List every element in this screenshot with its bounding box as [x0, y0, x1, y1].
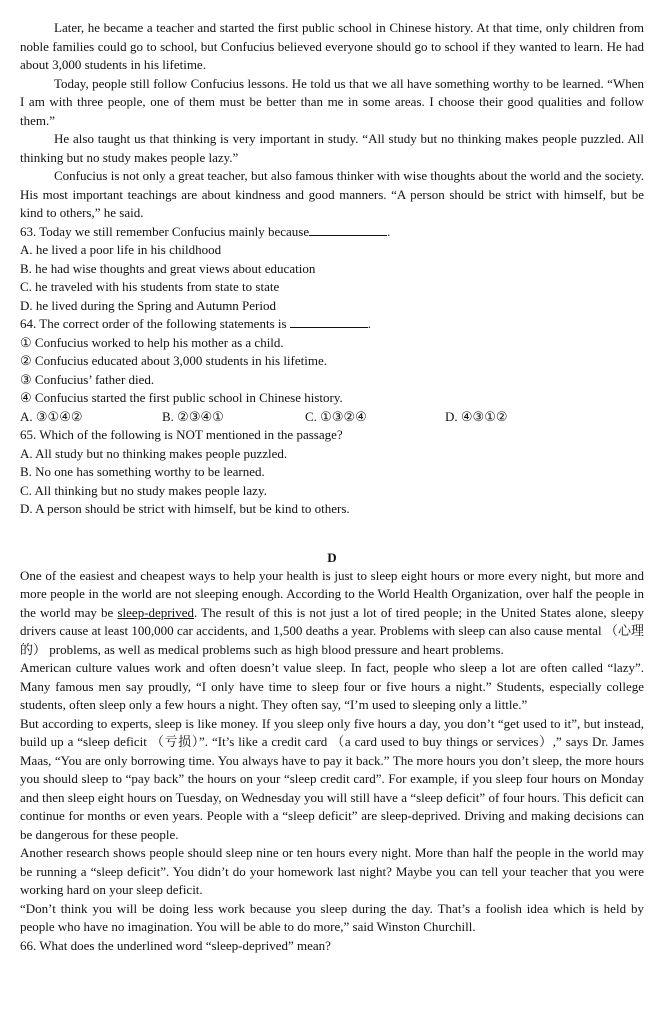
question-66-stem: 66. What does the underlined word “sleep-deprived” mean? — [20, 937, 331, 953]
passage-d-heading: D — [327, 549, 337, 565]
question-65-option-d: D. A person should be strict with himself, but be kind to others. — [20, 501, 350, 516]
passage-c-paragraph-4: Confucius is not only a great teacher, but also famous thinker with wise thoughts about the world and the society. His most important teachings are about kindness and good manners. “A person should be strict with himself, but be kind to others,” he said. — [20, 168, 644, 220]
question-65-option-b: B. No one has something worthy to be learned. — [20, 464, 265, 479]
passage-d-paragraph-1: One of the easiest and cheapest ways to help your health is just to sleep eight hours or more every night, but more and more people in the world are not sleeping enough. According to the World Health Organization, over half the people in the world may be sleep-deprived. The result of this is not just a lot of tired people; in the United States alone, sleepy drivers cause at least 100,000 car accidents, and 1,500 deaths a year. Problems with sleep can also cause mental （心理的） problems, as well as medical problems such as high blood pressure and heart problems. — [20, 567, 644, 657]
question-65-stem: 65. Which of the following is NOT mentioned in the passage? — [20, 427, 343, 442]
passage-d-paragraph-2: American culture values work and often doesn’t value sleep. In fact, people who sleep a lot are often called “lazy”. Many famous men say proudly, “I only have time to sleep four or five hours a night.” Students, especially college students, often sleep only a few hours a night. They often say, “I’m used to sleeping only a little.” — [20, 660, 644, 712]
question-65-option-a: A. All study but no thinking makes people puzzled. — [20, 445, 288, 461]
question-64-statement-3: ③ Confucius’ father died. — [20, 371, 155, 387]
question-64-stem: 64. The correct order of the following statements is . — [20, 316, 372, 331]
question-64-option-a: A. ③①④② — [20, 408, 83, 424]
question-63-option-c: C. he traveled with his students from state to state — [20, 279, 280, 294]
question-63-option-a: A. he lived a poor life in his childhood — [20, 242, 222, 257]
question-63 — [20, 223, 644, 316]
question-63-option-d: D. he lived during the Spring and Autumn Period — [20, 297, 277, 313]
question-64-statement-4: ④ Confucius started the first public school in Chinese history. — [20, 390, 343, 405]
passage-d-paragraph-3: But according to experts, sleep is like money. If you sleep only five hours a day, you don’t “get used to it”, but instead, build up a “sleep deficit （亏损）”. “It’s like a credit card （a card used to buy things or services）,” says Dr. James Maas, “You are only borrowing time. You always have to pay it back.” The more hours you don’t sleep, the more hours you should sleep to “pay back” the hours on your “sleep credit card”. For example, if you sleep four hours on Monday and then sleep eight hours on Tuesday, on Wednesday you will still have a “sleep deficit” of four hours. This deficit can continue for months or even years. People with a “sleep deficit” are sleep-deprived. Driving and making decisions can be dangerous for these people. — [20, 715, 644, 842]
question-64-statement-1: ① Confucius worked to help his mother as a child. — [20, 334, 284, 350]
question-63-option-b: B. he had wise thoughts and great views about education — [20, 260, 316, 276]
passage-c-paragraph-2: Today, people still follow Confucius lessons. He told us that we all have something worthy to be learned. “When I am with three people, one of them must be better than me in some areas. I choose their good qualities and follow them.” — [20, 75, 644, 128]
question-64-option-d: D. ④③①② — [445, 408, 508, 424]
question-63-stem: 63. Today we still remember Confucius mainly because . — [20, 223, 391, 239]
question-64 — [20, 315, 644, 426]
passage-d-paragraph-5: “Don’t think you will be doing less work because you sleep during the day. That’s a foolish idea which is held by people who have no imagination. You will be able to do more,” said Winston Churchill. — [20, 900, 644, 934]
question-65 — [20, 426, 644, 519]
passage-c-paragraph-3: He also taught us that thinking is very important in study. “All study but no thinking makes people puzzled. All thinking but no study makes people lazy.” — [20, 131, 644, 165]
question-64-options — [20, 408, 644, 427]
question-64-option-c: C. ①③②④ — [305, 408, 367, 424]
question-64-statement-2: ② Confucius educated about 3,000 students in his lifetime. — [20, 353, 327, 368]
passage-c-paragraph-1: Later, he became a teacher and started the first public school in Chinese history. At that time, only children from noble families could go to school, but Confucius believed everyone should go to school if they wanted to learn. He had about 3,000 students in his lifetime. — [20, 20, 644, 72]
answer-blank — [309, 223, 387, 236]
passage-d-paragraph-4: Another research shows people should sleep nine or ten hours every night. More than half the people in the world may be running a “sleep deficit”. You didn’t do your homework last night? Maybe you can tell your teacher that you were working hard on your sleep deficit. — [20, 845, 644, 897]
underlined-word: sleep-deprived — [117, 604, 195, 620]
question-65-option-c: C. All thinking but no study makes people lazy. — [20, 482, 267, 498]
answer-blank — [290, 315, 368, 328]
question-64-option-b: B. ②③④① — [162, 408, 224, 424]
